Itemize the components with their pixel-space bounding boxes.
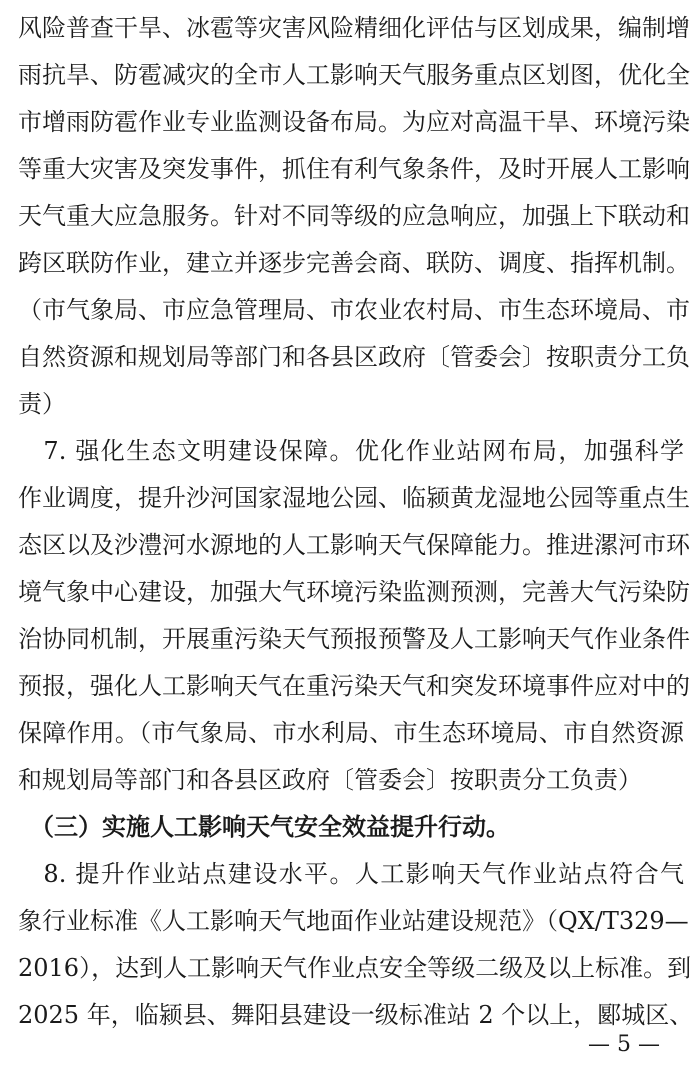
body-text-line: 和规划局等部门和各县区政府〔管委会〕按职责分工负责） (18, 766, 642, 794)
body-text-line: 天气重大应急服务。针对不同等级的应急响应，加强上下联动和 (18, 202, 690, 230)
body-text-line: 自然资源和规划局等部门和各县区政府〔管委会〕按职责分工负 (18, 343, 690, 371)
body-text-line: 2016），达到人工影响天气作业点安全等级二级及以上标准。到 (18, 954, 692, 982)
page-number: — 5 — (588, 1032, 660, 1057)
body-text-line: 2025 年，临颍县、舞阳县建设一级标准站 2 个以上，郾城区、 (18, 1001, 694, 1029)
section-heading: （三）实施人工影响天气安全效益提升行动。 (18, 813, 510, 841)
body-text-line: 象行业标准《人工影响天气地面作业站建设规范》（QX/T329— (18, 907, 689, 935)
paragraph-8-heading-line: 8. 提升作业站点建设水平。人工影响天气作业站点符合气 (18, 860, 684, 888)
body-text-line: 境气象中心建设，加强大气环境污染监测预测，完善大气污染防 (18, 578, 690, 606)
body-text-line: 保障作用。（市气象局、市水利局、市生态环境局、市自然资源 (18, 719, 684, 747)
body-text-line: 等重大灾害及突发事件，抓住有利气象条件，及时开展人工影响 (18, 155, 690, 183)
body-text-line: （市气象局、市应急管理局、市农业农村局、市生态环境局、市 (18, 296, 690, 324)
paragraph-7-heading-line: 7. 强化生态文明建设保障。优化作业站网布局，加强科学 (18, 437, 684, 465)
body-text-line: 雨抗旱、防雹减灾的全市人工影响天气服务重点区划图，优化全 (18, 61, 690, 89)
body-text-line: 作业调度，提升沙河国家湿地公园、临颍黄龙湿地公园等重点生 (18, 484, 690, 512)
body-text-line: 风险普查干旱、冰雹等灾害风险精细化评估与区划成果，编制增 (18, 14, 690, 42)
body-text-line: 预报，强化人工影响天气在重污染天气和突发环境事件应对中的 (18, 672, 690, 700)
body-text-line: 跨区联防作业，建立并逐步完善会商、联防、调度、指挥机制。 (18, 249, 690, 277)
body-text-line: 态区以及沙澧河水源地的人工影响天气保障能力。推进漯河市环 (18, 531, 690, 559)
body-text-line: 责） (18, 390, 66, 418)
body-text-line: 市增雨防雹作业专业监测设备布局。为应对高温干旱、环境污染 (18, 108, 690, 136)
body-text-line: 治协同机制，开展重污染天气预报预警及人工影响天气作业条件 (18, 625, 690, 653)
